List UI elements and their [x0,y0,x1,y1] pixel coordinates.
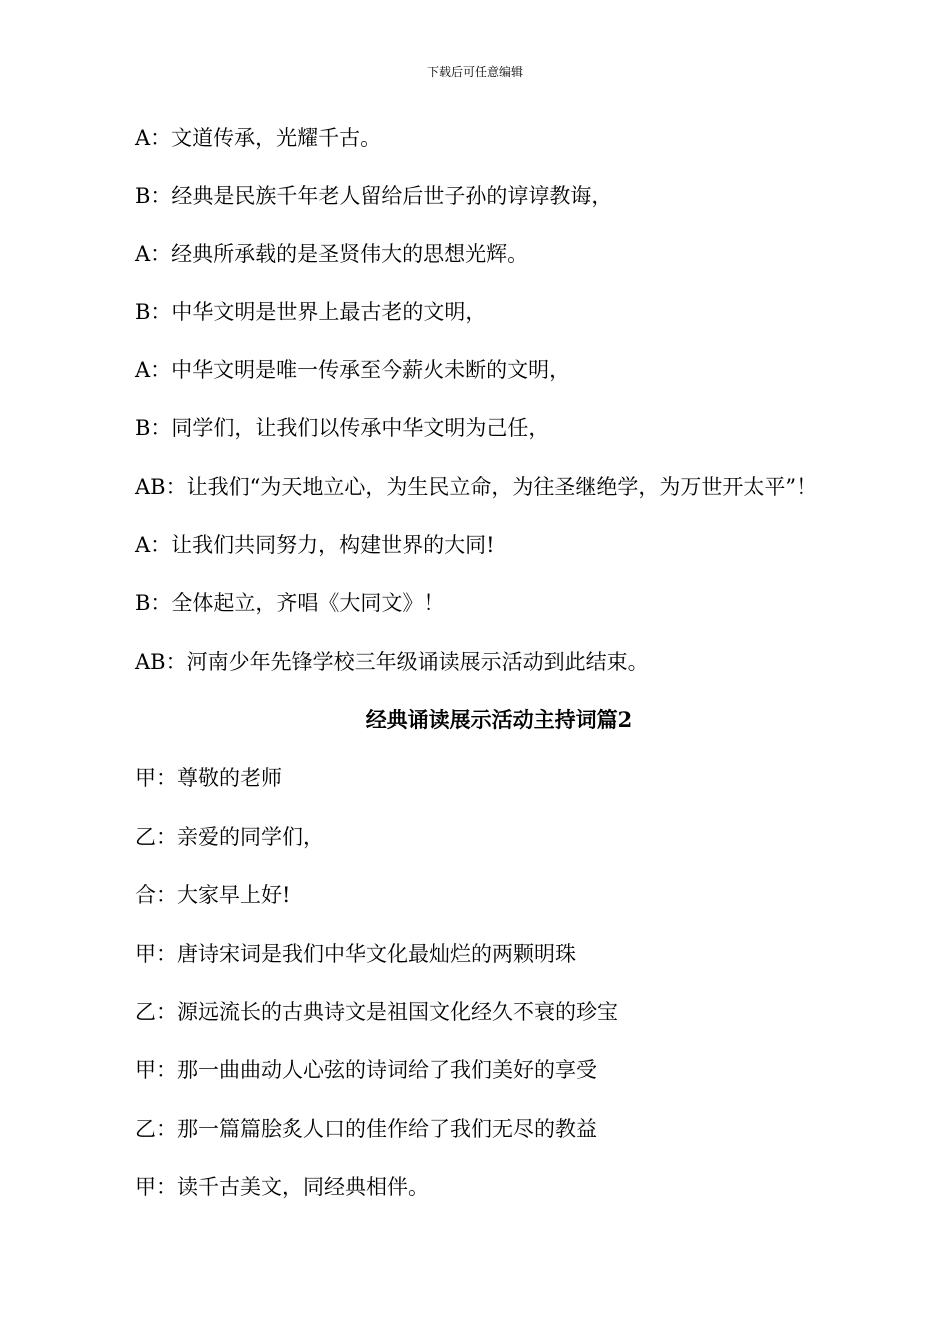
section-title: 经典诵读展示活动主持词篇2 [365,707,633,732]
page-header: 下载后可任意编辑 [426,65,523,79]
dialogue-line: B：全体起立，齐唱《大同文》！ [135,591,445,615]
dialogue-line: 甲：读千古美文，同经典相伴。 [135,1175,429,1199]
dialogue-line: A：让我们共同努力，构建世界的大同! [135,533,495,557]
dialogue-line: B：中华文明是世界上最古老的文明， [135,300,487,324]
dialogue-line: 甲：那一曲曲动人心弦的诗词给了我们美好的享受 [135,1058,597,1082]
dialogue-line: A：文道传承，光耀千古。 [135,126,382,150]
dialogue-line: 甲：唐诗宋词是我们中华文化最灿烂的两颗明珠 [135,942,576,966]
dialogue-line: 乙：那一篇篇脍炙人口的佳作给了我们无尽的教益 [135,1117,597,1141]
dialogue-line: 甲：尊敬的老师 [135,766,282,790]
dialogue-line: 乙：源远流长的古典诗文是祖国文化经久不衰的珍宝 [135,1000,618,1024]
dialogue-line: A：经典所承载的是圣贤伟大的思想光辉。 [135,242,529,266]
dialogue-line: AB：河南少年先锋学校三年级诵读展示活动到此结束。 [135,650,649,674]
dialogue-line: 合：大家早上好! [135,883,291,907]
dialogue-line: B：经典是民族千年老人留给后世子孙的谆谆教诲， [135,184,613,208]
dialogue-line: AB：让我们“为天地立心，为生民立命，为往圣继绝学，为万世开太平”！ [135,475,818,499]
dialogue-line: 乙：亲爱的同学们， [135,825,324,849]
dialogue-line: B：同学们，让我们以传承中华文明为己任， [135,416,550,440]
dialogue-line: A：中华文明是唯一传承至今薪火未断的文明， [135,358,571,382]
